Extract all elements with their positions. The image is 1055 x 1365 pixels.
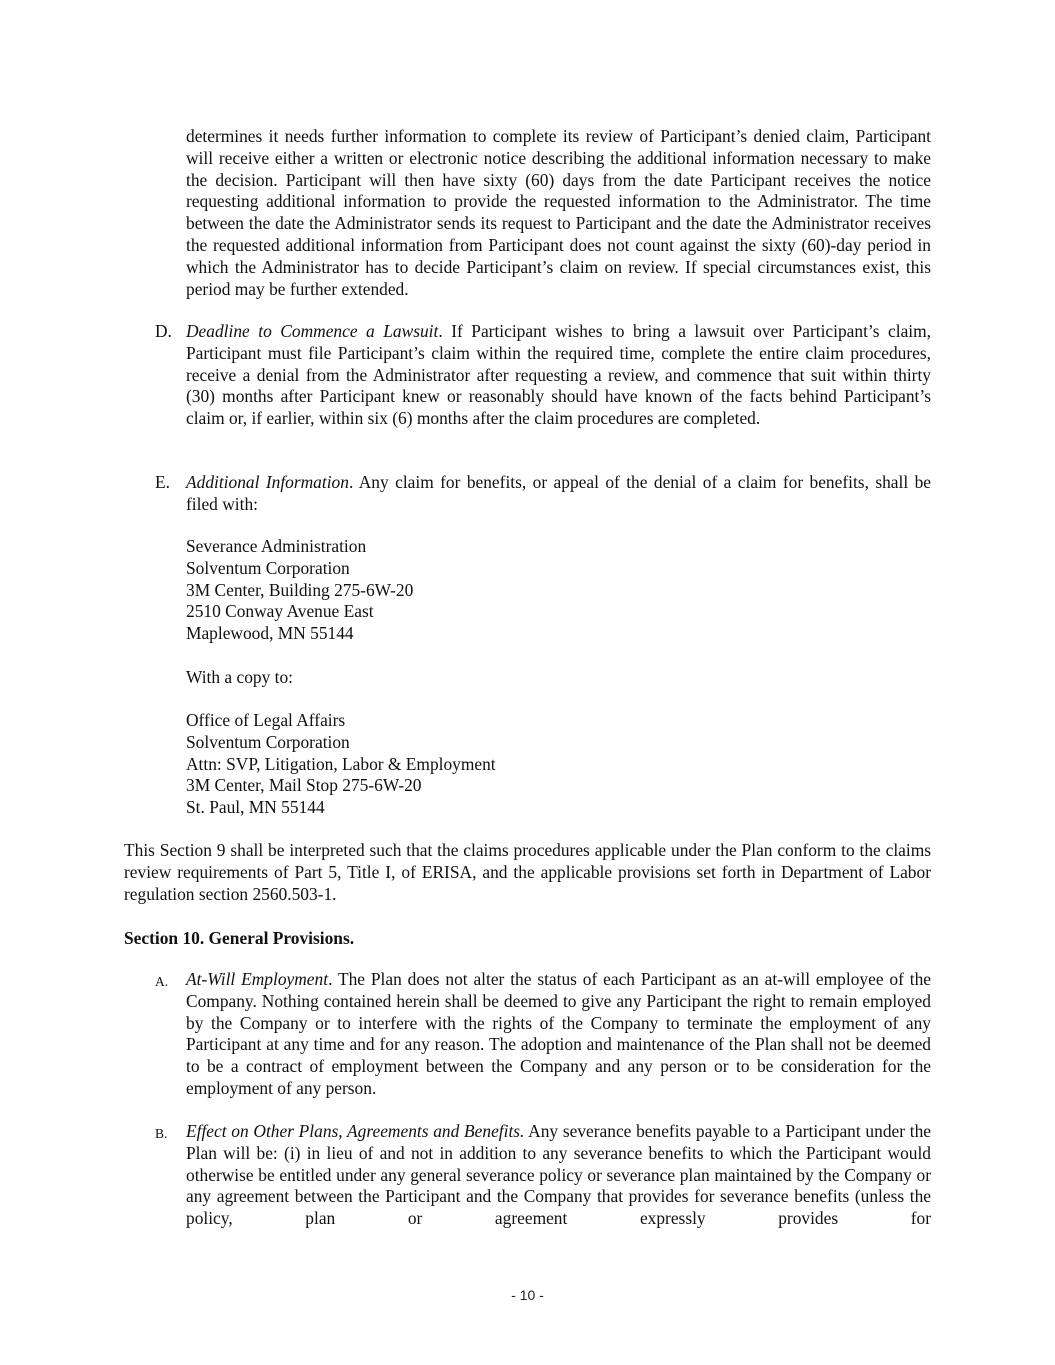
item-title: Effect on Other Plans, Agreements and Benefits. (186, 1121, 525, 1141)
address-line: 2510 Conway Avenue East (186, 601, 374, 622)
address-line: Solventum Corporation (186, 557, 350, 578)
item-title: At-Will Employment (186, 969, 329, 989)
item-title: Additional Information (186, 472, 349, 492)
item-text (186, 969, 931, 1100)
item-body: . If Participant wishes to bring a lawsuit over Participant’s claim, Participant must file Participant’s claim within the required time, complete the entire claim procedures, receive a denial from the Administrator after requesting a review, and commence that suit within thirty (30) months after Participant knew or reasonably should have known of the facts behind Participant’s claim or, if earlier, within six (6) months after the claim procedures are completed. (186, 321, 931, 429)
item-text (186, 472, 931, 516)
address-line: Office of Legal Affairs (186, 710, 346, 730)
section10-heading: Section 10. General Provisions. (124, 928, 355, 948)
section9-item-e (124, 472, 931, 516)
address-line: Severance Administration (186, 536, 367, 556)
section9-closing-paragraph: This Section 9 shall be interpreted such that the claims procedures applicable under the Plan conform to the claims review requirements of Part 5, Title I, of ERISA, and the applicable provisions set forth in Department of Labor regulation section 2560.503-1. (124, 840, 931, 904)
item-body: . Any claim for benefits, or appeal of the denial of a claim for benefits, shall be filed with: (186, 472, 931, 514)
section10-item-a (124, 969, 931, 1100)
item-marker: B. (155, 1126, 168, 1141)
address-line: Attn: SVP, Litigation, Labor & Employment (186, 753, 496, 774)
address-line: 3M Center, Building 275-6W-20 (186, 579, 414, 600)
item-body: Any severance benefits payable to a Participant under the Plan will be: (i) in lieu of and not in addition to any severance benefits to which the Participant would otherwise be entitled under any general severance policy or severance plan maintained by the Company or any agreement between the Participant and the Company that provides for severance benefits (unless the policy, plan or agreement expressly provides for (186, 1121, 931, 1229)
item-marker: E. (155, 472, 170, 492)
section9-item-d (124, 321, 931, 430)
item-body: . The Plan does not alter the status of each Participant as an at-will employee of the Company. Nothing contained herein shall be deemed to give any Participant the right to remain employed by the Company or to interfere with the rights of the Company to terminate the employment of any Participant at any time and for any reason. The adoption and maintenance of the Plan shall not be deemed to be a contract of employment between the Company and any person or to be consideration for the employment of any person. (186, 969, 931, 1098)
item-marker: A. (155, 974, 169, 989)
page-number: - 10 - (511, 1287, 544, 1303)
item-text (186, 1121, 931, 1230)
item-text (186, 321, 931, 430)
address-line: St. Paul, MN 55144 (186, 797, 325, 818)
section10-item-b (124, 1121, 931, 1230)
address-line: 3M Center, Mail Stop 275-6W-20 (186, 775, 422, 796)
primary-address (186, 536, 413, 645)
address-line: Maplewood, MN 55144 (186, 623, 354, 644)
item-title: Deadline to Commence a Lawsuit (186, 321, 439, 341)
item-marker: D. (155, 321, 172, 341)
copy-address (186, 710, 496, 819)
copy-label: With a copy to: (186, 667, 294, 687)
continuation-paragraph: determines it needs further information to complete its review of Participant’s denied claim, Participant will receive either a written or electronic notice describing the additional information necessary to make the decision. Participant will then have sixty (60) days from the date Participant receives the notice requesting additional information to provide the requested information to the Administrator. The time between the date the Administrator sends its request to Participant and the date the Administrator receives the requested additional information from Participant does not count against the sixty (60)-day period in which the Administrator has to decide Participant’s claim on review. If special circumstances exist, this period may be further extended. (186, 126, 931, 299)
address-line: Solventum Corporation (186, 731, 350, 752)
